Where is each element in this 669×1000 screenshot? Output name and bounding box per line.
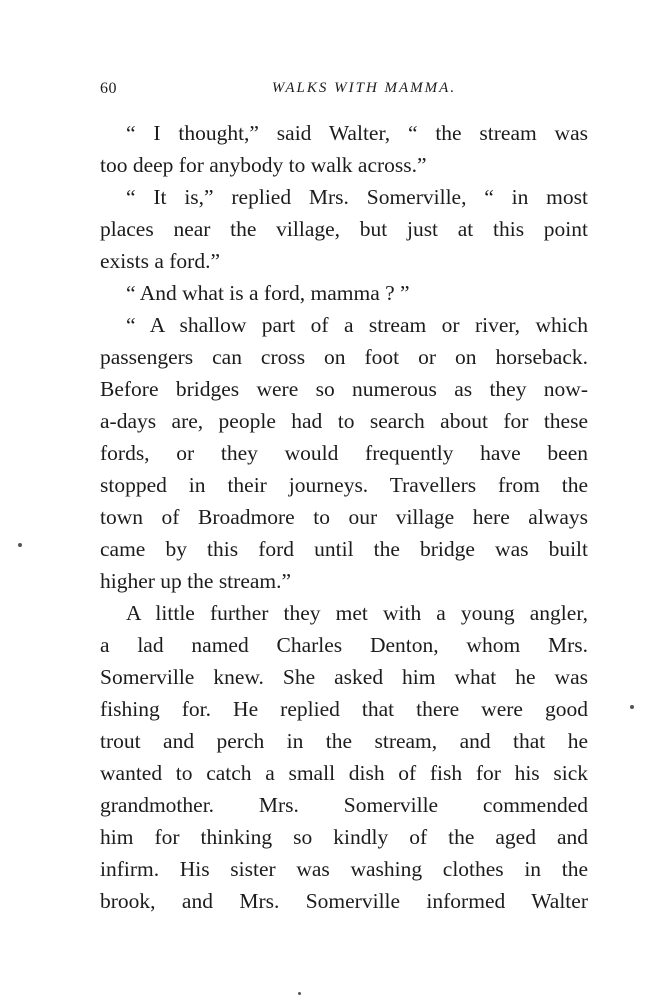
text-line: places near the village, but just at this point bbox=[100, 217, 588, 241]
text-line: wanted to catch a small dish of fish for his sick bbox=[100, 761, 588, 785]
scan-speck bbox=[630, 705, 634, 709]
text-line: Somerville knew. She asked him what he was bbox=[100, 665, 588, 689]
scan-speck bbox=[18, 543, 22, 547]
body-text bbox=[100, 117, 588, 917]
text-line: “ And what is a ford, mamma ? ” bbox=[126, 281, 410, 305]
text-line: passengers can cross on foot or on horseback. bbox=[100, 345, 588, 369]
text-line: stopped in their journeys. Travellers from the bbox=[100, 473, 588, 497]
text-line: higher up the stream.” bbox=[100, 569, 292, 593]
text-line: infirm. His sister was washing clothes in the bbox=[100, 857, 588, 881]
text-line: brook, and Mrs. Somerville informed Walter bbox=[100, 889, 588, 913]
text-line: “ A shallow part of a stream or river, which bbox=[126, 313, 588, 337]
text-line: grandmother. Mrs. Somerville commended bbox=[100, 793, 588, 817]
text-line: came by this ford until the bridge was built bbox=[100, 537, 588, 561]
text-line: “ It is,” replied Mrs. Somerville, “ in most bbox=[126, 185, 588, 209]
text-line: Before bridges were so numerous as they now- bbox=[100, 377, 588, 401]
running-head: WALKS WITH MAMMA. bbox=[271, 80, 457, 96]
text-line: town of Broadmore to our village here always bbox=[100, 505, 588, 529]
page-number: 60 bbox=[100, 80, 117, 97]
text-line: trout and perch in the stream, and that he bbox=[100, 729, 588, 753]
text-line: too deep for anybody to walk across.” bbox=[100, 153, 427, 177]
text-line: fishing for. He replied that there were good bbox=[100, 697, 588, 721]
scan-speck bbox=[298, 992, 301, 995]
page-header bbox=[100, 80, 588, 104]
text-line: A little further they met with a young angler, bbox=[126, 601, 588, 625]
text-line: fords, or they would frequently have been bbox=[100, 441, 588, 465]
text-line: a lad named Charles Denton, whom Mrs. bbox=[100, 633, 588, 657]
text-line: exists a ford.” bbox=[100, 249, 221, 273]
text-line: a-days are, people had to search about for these bbox=[100, 409, 588, 433]
text-line: him for thinking so kindly of the aged and bbox=[100, 825, 588, 849]
text-line: “ I thought,” said Walter, “ the stream was bbox=[126, 121, 588, 145]
